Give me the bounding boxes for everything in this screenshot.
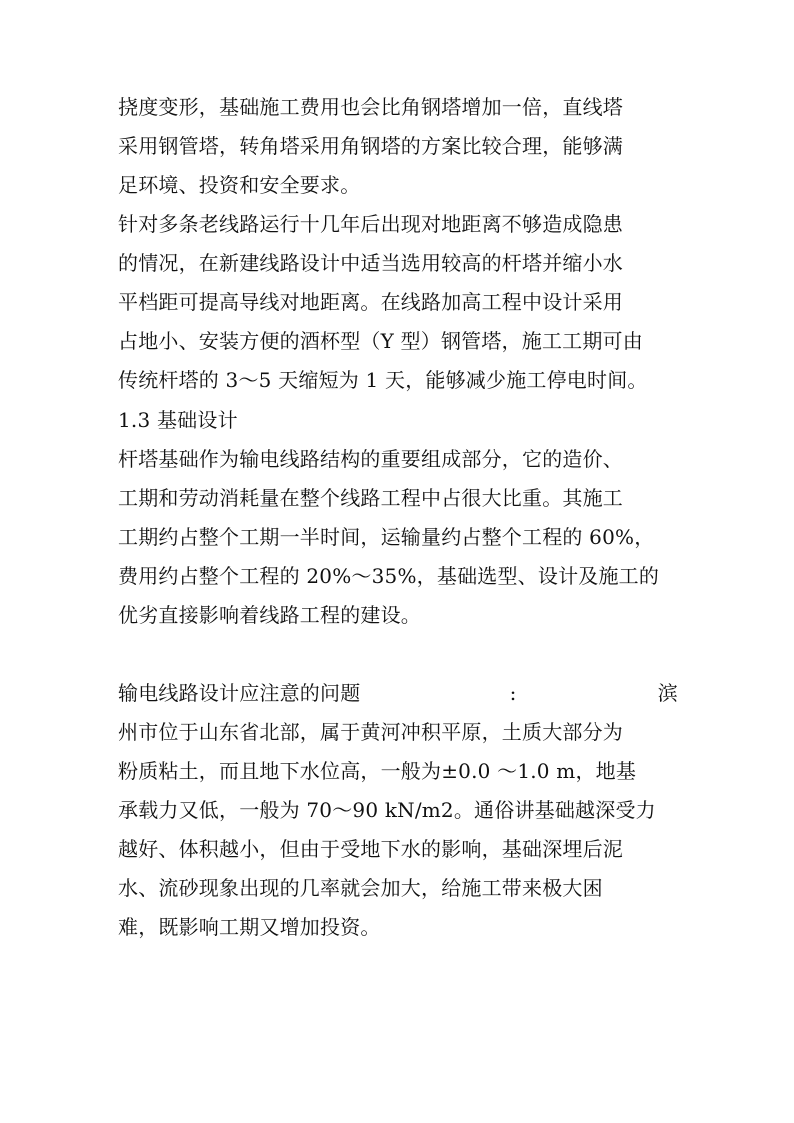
paragraph-line: 粉质粘土，而且地下水位高，一般为±0.0 ～1.0 m，地基 (118, 759, 637, 783)
paragraph-line: 越好、体积越小，但由于受地下水的影响，基础深埋后泥 (118, 837, 623, 861)
paragraph-3 (118, 440, 678, 635)
paragraph-line: 足环境、投资和安全要求。 (118, 173, 361, 197)
paragraph-line: 费用约占整个工程的 20%～35%，基础选型、设计及施工的 (118, 564, 660, 588)
line-tail: 滨 (657, 681, 678, 705)
paragraph-line: 工期约占整个工期一半时间，运输量约占整个工程的 60%， (118, 525, 655, 549)
paragraph-line: 承载力又低，一般为 70～90 kN/m2。通俗讲基础越深受力 (118, 798, 656, 822)
blank-line (118, 635, 678, 674)
title-colon: : (509, 681, 517, 705)
paragraph-line: 平档距可提高导线对地距离。在线路加高工程中设计采用 (118, 290, 623, 314)
paragraph-2 (118, 205, 678, 400)
paragraph-line: 难，既影响工期又增加投资。 (118, 915, 381, 939)
paragraph-4-first-line (118, 674, 678, 713)
paragraph-line: 州市位于山东省北部，属于黄河冲积平原，土质大部分为 (118, 720, 623, 744)
paragraph-line: 挠度变形，基础施工费用也会比角钢塔增加一倍，直线塔 (118, 95, 623, 119)
paragraph-line: 的情况，在新建线路设计中适当选用较高的杆塔并缩小水 (118, 251, 623, 275)
paragraph-line: 传统杆塔的 3～5 天缩短为 1 天，能够减少施工停电时间。 (118, 368, 648, 392)
paragraph-line: 工期和劳动消耗量在整个线路工程中占很大比重。其施工 (118, 486, 623, 510)
problem-title: 输电线路设计应注意的问题 (118, 681, 361, 705)
document-body (118, 88, 678, 947)
paragraph-line: 采用钢管塔，转角塔采用角钢塔的方案比较合理，能够满 (118, 134, 623, 158)
paragraph-line: 优劣直接影响着线路工程的建设。 (118, 603, 421, 627)
section-heading-text: 1.3 基础设计 (118, 408, 238, 432)
paragraph-line: 针对多条老线路运行十几年后出现对地距离不够造成隐患 (118, 212, 623, 236)
section-heading (118, 401, 678, 440)
paragraph-line: 占地小、安装方便的酒杯型（Y 型）钢管塔，施工工期可由 (118, 329, 643, 353)
paragraph-line: 水、流砂现象出现的几率就会加大，给施工带来极大困 (118, 876, 603, 900)
paragraph-line: 杆塔基础作为输电线路结构的重要组成部分，它的造价、 (118, 447, 623, 471)
paragraph-1 (118, 88, 678, 205)
paragraph-4 (118, 674, 678, 947)
